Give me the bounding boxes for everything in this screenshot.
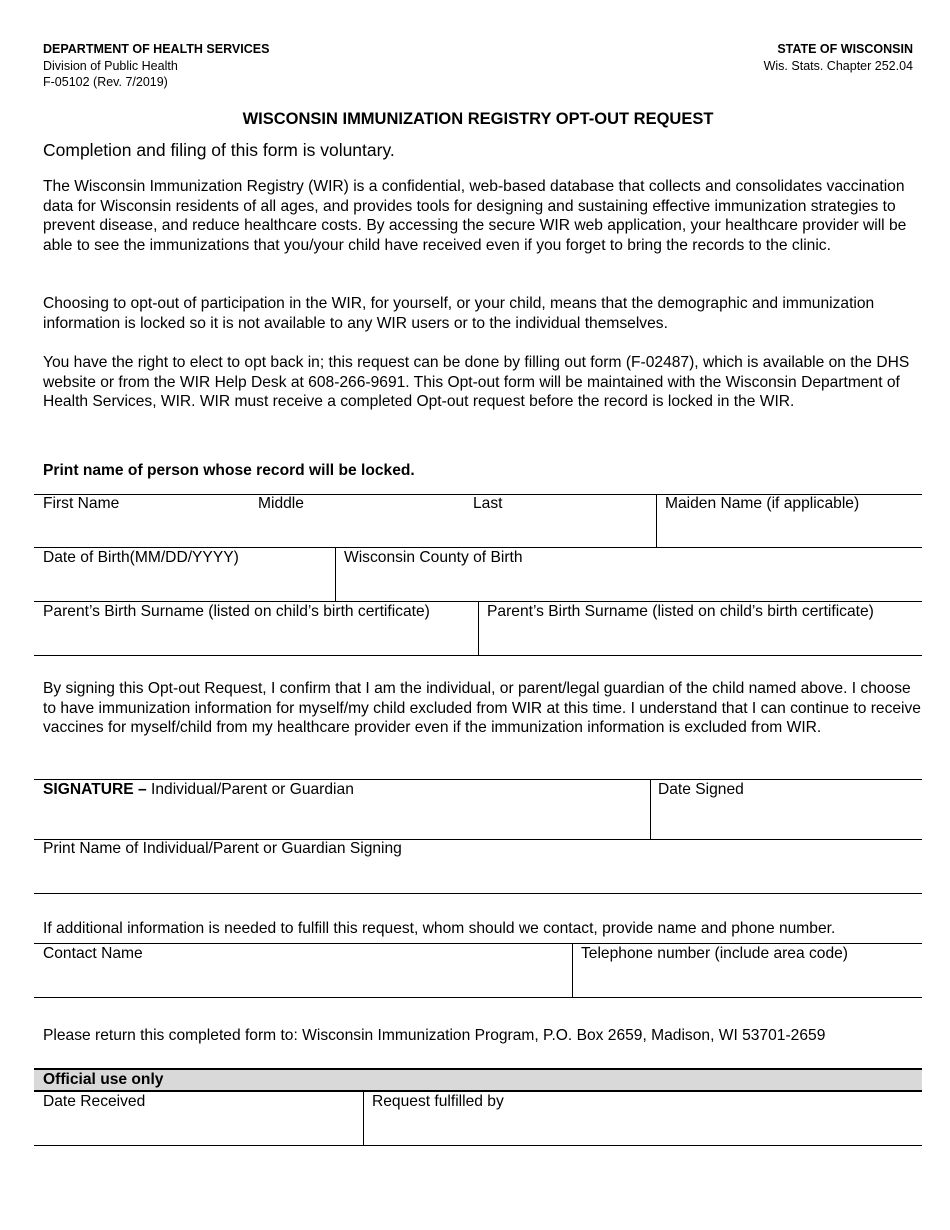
return-address-note: Please return this completed form to: Wisconsin Immunization Program, P.O. Box 2659, Madison, WI 53701-2659 [43,1027,826,1044]
parent-surname-field-2[interactable]: Parent’s Birth Surname (listed on child’s birth certificate) [487,603,874,620]
signature-label: Individual/Parent or Guardian [146,781,354,798]
table-rule [34,943,922,944]
signature-label-bold: SIGNATURE – [43,781,147,798]
official-use-header [34,1068,922,1092]
table-rule [34,547,922,548]
department-name: DEPARTMENT OF HEALTH SERVICES [43,42,270,56]
date-signed-field[interactable]: Date Signed [658,781,744,798]
header-right [764,41,913,74]
table-divider [478,601,479,655]
intro-paragraph-wir: The Wisconsin Immunization Registry (WIR) is a confidential, web-based database that collects and consolidates vaccination data for Wisconsin residents of all ages, and provides tools for designing and sustaining effective immunization strategies to prevent disease, and reduce healthcare costs. By accessing the secure WIR web application, your healthcare provider will be able to see the immunizations that you/your child have received even if you forget to bring the records to the clinic. [43,178,907,254]
division-name: Division of Public Health [43,58,178,73]
table-divider [656,494,657,547]
signature-field[interactable] [43,781,354,799]
table-rule [34,997,922,998]
table-divider [363,1092,364,1145]
request-fulfilled-by-field[interactable]: Request fulfilled by [372,1093,504,1110]
state-name: STATE OF WISCONSIN [777,42,913,56]
print-name-field[interactable]: Print Name of Individual/Parent or Guardian Signing [43,840,402,857]
voluntary-note: Completion and filing of this form is voluntary. [43,140,395,160]
table-rule [34,655,922,656]
date-of-birth-field[interactable]: Date of Birth(MM/DD/YYYY) [43,549,239,566]
maiden-name-field[interactable]: Maiden Name (if applicable) [665,495,860,512]
county-of-birth-field[interactable]: Wisconsin County of Birth [344,549,523,566]
date-received-field[interactable]: Date Received [43,1093,146,1110]
telephone-field[interactable]: Telephone number (include area code) [581,945,848,962]
table-divider [572,943,573,997]
last-name-field[interactable]: Last [473,495,503,512]
statute-reference: Wis. Stats. Chapter 252.04 [763,58,913,73]
official-use-label: Official use only [43,1071,164,1088]
first-name-field[interactable]: First Name [43,495,120,512]
person-section-heading: Print name of person whose record will be locked. [43,462,415,479]
table-rule [34,893,922,894]
form-number: F-05102 (Rev. 7/2019) [43,75,168,89]
table-rule [34,779,922,780]
table-rule [34,1145,922,1146]
middle-name-field[interactable]: Middle [258,495,304,512]
intro-paragraph-opt-back-in: You have the right to elect to opt back in; this request can be done by filling out form (F-02487), which is available on the DHS website or from the WIR Help Desk at 608-266-9691. This Opt-out form will be maintained with the Wisconsin Department of Health Services, WIR. WIR must receive a completed Opt-out request before the record is locked in the WIR. [43,354,910,410]
table-divider [335,547,336,601]
parent-surname-field-1[interactable]: Parent’s Birth Surname (listed on child’s birth certificate) [43,603,430,620]
form-title: WISCONSIN IMMUNIZATION REGISTRY OPT-OUT REQUEST [242,110,714,128]
table-divider [650,779,651,839]
consent-statement: By signing this Opt-out Request, I confirm that I am the individual, or parent/legal guardian of the child named above. I choose to have immunization information for myself/my child excluded from WIR at this time. I understand that I can continue to receive vaccines for myself/child from my healthcare provider even if the immunization information is excluded from WIR. [43,680,921,736]
contact-note: If additional information is needed to fulfill this request, whom should we contact, provide name and phone number. [43,920,836,937]
intro-paragraph-opt-out: Choosing to opt-out of participation in the WIR, for yourself, or your child, means that the demographic and immunization information is locked so it is not available to any WIR users or to the individual themselves. [43,295,875,332]
header-left [43,41,269,91]
contact-name-field[interactable]: Contact Name [43,945,143,962]
